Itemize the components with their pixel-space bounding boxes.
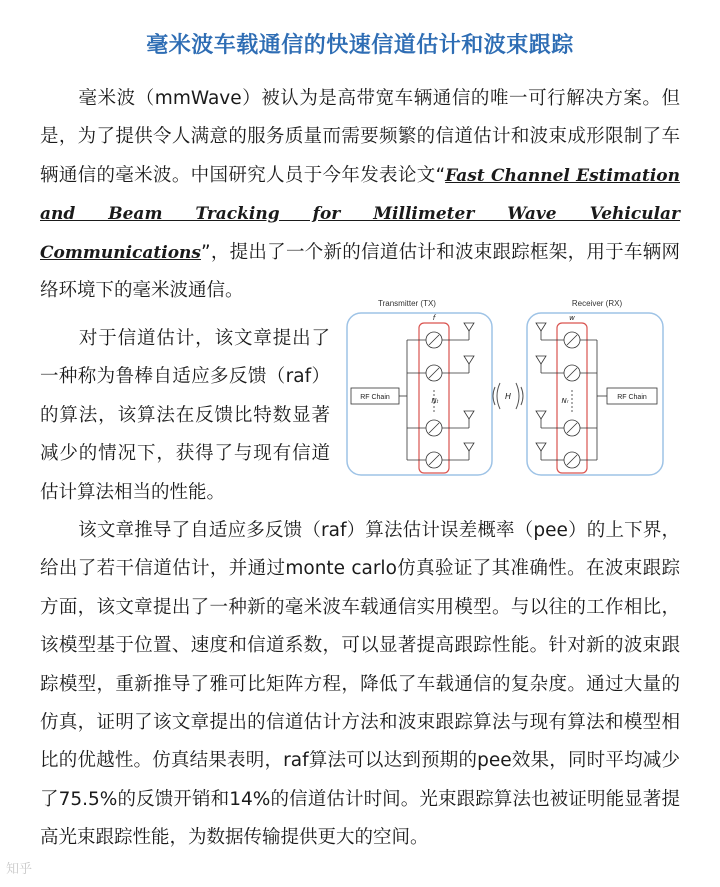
rx-n-label: Nᵣ [561, 397, 569, 405]
watermark: 知乎 [6, 862, 33, 877]
beam-tracking-text: 该文章推导了自适应多反馈（raf）算法估计误差概率（pee）的上下界，给出了若干信道估计，并通过monte carlo仿真验证了其准确性。在波束跟踪方面，该文章提出了一种新的毫米波车载通信实用模型。与以往的工作相比，该模型基于位置、速度和信道系数，可以显著提高跟踪性能。针对新的波束跟踪模型，重新推导了雅可比矩阵方程，降低了车载通信的复杂度。通过大量的仿真，证明了该文章提出的信道估计方法和波束跟踪算法与现有算法和模型相比的优越性。仿真结果表明，raf算法可以达到预期的pee效果，同时平均减少了75.5%的反馈开销和14%的信道估计时间。光束跟踪算法也被证明能显著提高光束跟踪性能，为数据传输提供更大的空间。 [40, 520, 680, 849]
quote-close: ” [200, 241, 211, 263]
rx-vector-label: w [569, 314, 575, 322]
rx-rf-label: RF Chain [617, 394, 647, 401]
tx-rx-diagram [345, 295, 665, 480]
paragraph-channel-estimation [40, 320, 330, 512]
channel-estimation-text: 对于信道估计，该文章提出了一种称为鲁棒自适应多反馈（raf）的算法，该算法在反馈比特数显著减少的情况下，获得了与现有信道估计算法相当的性能。 [40, 328, 330, 503]
rx-label: Receiver (RX) [571, 299, 623, 308]
intro-text-end: ，提出了一个新的信道估计和波束跟踪框架，用于车辆网络环境下的毫米波通信。 [40, 241, 680, 302]
paragraph-intro [40, 80, 680, 310]
quote-open: “ [435, 164, 446, 186]
tx-vector-label: f [432, 314, 436, 322]
tx-label: Transmitter (TX) [378, 299, 436, 308]
tx-rf-label: RF Chain [360, 394, 390, 401]
intro-text: 毫米波（mmWave）被认为是高带宽车辆通信的唯一可行解决方案。但是，为了提供令人满意的服务质量而需要频繁的信道估计和波束成形限制了车辆通信的毫米波。中国研究人员于今年发表论文 [40, 88, 680, 186]
article-title: 毫米波车载通信的快速信道估计和波束跟踪 [146, 33, 574, 58]
tx-n-label: Nₜ [431, 397, 439, 405]
channel-label: H [504, 392, 512, 401]
paragraph-beam-tracking [40, 512, 680, 858]
paper-title: Fast Channel Estimation and Beam Tracking for Millimeter Wave Vehicular Communications [40, 165, 680, 263]
